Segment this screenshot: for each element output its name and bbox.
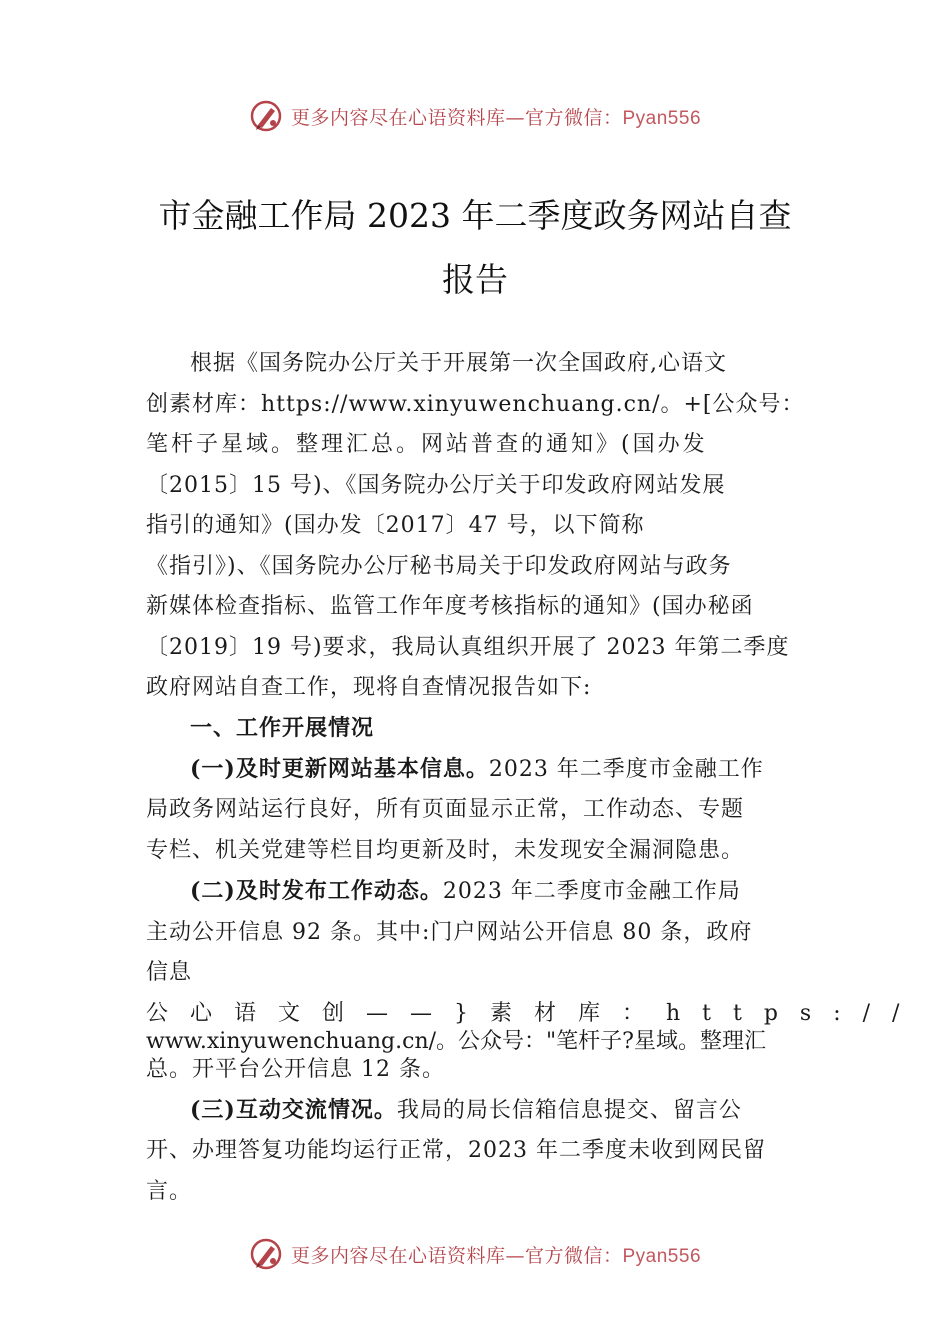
title-line-2: 报告: [442, 260, 508, 299]
watermark-text: 更多内容尽在心语资料库—官方微信：Pyan556: [290, 106, 702, 129]
wechat-id: Pyan556: [622, 1245, 702, 1267]
item-1-label: (一)及时更新网站基本信息。: [190, 755, 489, 782]
insert-line: 公心语文创——}素材库：https://: [146, 1000, 922, 1026]
insert-line: 总。开平台公开信息 12 条。: [146, 1056, 445, 1082]
intro-line: 笔杆子星域。整理汇总。网站普查的通知》(国办发: [146, 432, 708, 457]
item-2-label: (二)及时发布工作动态。: [190, 878, 443, 904]
header-watermark-banner: [0, 96, 950, 136]
document-body: [146, 344, 922, 1212]
item-1-line: 专栏、机关党建等栏目均更新及时，未发现安全漏洞隐患。: [146, 837, 745, 863]
item-1-first-line: [146, 749, 830, 791]
item-2-line: 2023 年二季度市金融工作局: [442, 879, 741, 904]
document-title: [120, 184, 830, 312]
intro-line: 《指引》)、《国务院办公厅秘书局关于印发政府网站与政务: [146, 553, 732, 579]
intro-line: 指引的通知》(国办发〔2017〕47 号，以下简称: [146, 513, 645, 538]
item-3-first-line: [146, 1090, 830, 1132]
intro-line: 创素材库：https://www.xinyuwenchuang.cn/。+[公众号：: [146, 391, 805, 417]
item-2-line: 主动公开信息 92 条。其中:门户网站公开信息 80 条，政府: [146, 919, 753, 945]
inserted-watermark-paragraph: [146, 1000, 922, 1084]
item-1-line: 局政务网站运行良好，所有页面显示正常，工作动态、专题: [146, 797, 745, 822]
title-line-1: 市金融工作局 2023 年二季度政务网站自查: [158, 196, 792, 235]
pen-logo-icon: [249, 99, 283, 133]
intro-line: 新媒体检查指标、监管工作年度考核指标的通知》(国办秘函: [146, 594, 754, 619]
item-3-line: 言。: [146, 1178, 193, 1204]
intro-paragraph: [146, 344, 830, 709]
intro-line: 政府网站自查工作，现将自查情况报告如下:: [146, 675, 592, 700]
item-3-line: 我局的局长信箱信息提交、留言公: [396, 1097, 742, 1123]
pen-logo-icon: [249, 1237, 283, 1271]
footer-watermark-banner: [0, 1234, 950, 1274]
section-heading-1: 一、工作开展情况: [190, 715, 375, 741]
item-1-paragraph: [146, 749, 830, 872]
item-2-line: 信息: [146, 960, 193, 985]
intro-line: 根据《国务院办公厅关于开展第一次全国政府,心语文: [190, 351, 727, 376]
wechat-id: Pyan556: [622, 107, 702, 129]
item-3-paragraph: [146, 1090, 830, 1213]
intro-line: 〔2015〕15 号)、《国务院办公厅关于印发政府网站发展: [146, 472, 726, 498]
insert-line: www.xinyuwenchuang.cn/。公众号："笔杆子?星域。整理汇: [146, 1028, 766, 1054]
item-3-label: (三)互动交流情况。: [190, 1096, 397, 1123]
item-2-first-line: [146, 871, 830, 913]
watermark-text: 更多内容尽在心语资料库—官方微信：Pyan556: [290, 1244, 702, 1267]
intro-line: 〔2019〕19 号)要求，我局认真组织开展了 2023 年第二季度: [146, 634, 790, 660]
item-3-line: 开、办理答复功能均运行正常，2023 年二季度未收到网民留: [146, 1138, 766, 1163]
item-1-line: 2023 年二季度市金融工作: [488, 756, 764, 782]
item-2-paragraph: [146, 871, 830, 994]
